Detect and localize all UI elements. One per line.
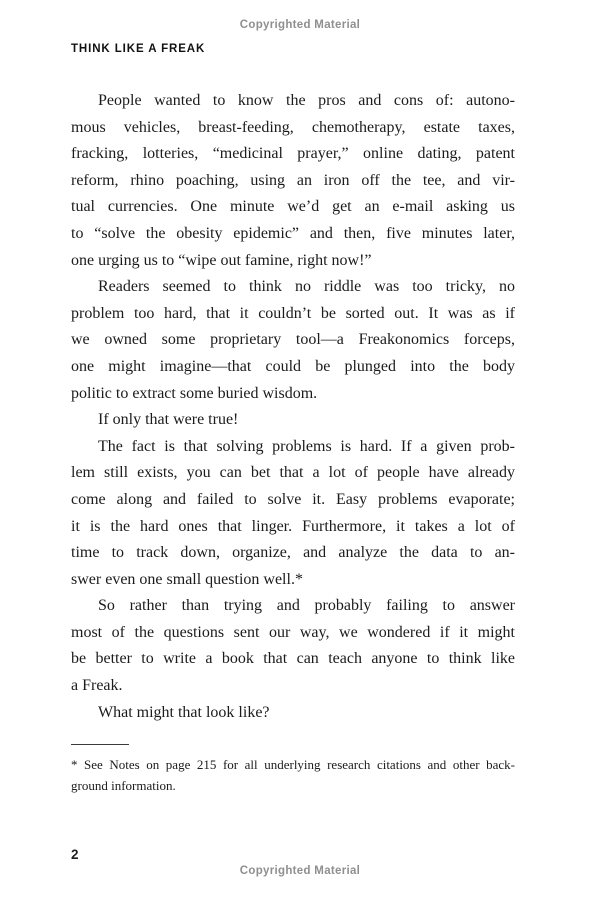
body-line: fracking, lotteries, “medicinal prayer,” online dating, patent xyxy=(71,145,515,163)
footnote xyxy=(71,744,515,797)
body-line: tual currencies. One minute we’d get an e-mail asking us xyxy=(71,198,515,216)
body-line: Readers seemed to think no riddle was too tricky, no xyxy=(98,278,515,296)
body-line: swer even one small question well.* xyxy=(71,570,303,588)
footnote-line: * See Notes on page 215 for all underlying research citations and other back- xyxy=(71,757,515,772)
body-line: politic to extract some buried wisdom. xyxy=(71,384,318,402)
footnote-rule xyxy=(71,744,129,745)
footnote-text xyxy=(71,754,515,797)
running-header: THINK LIKE A FREAK xyxy=(71,43,206,55)
body-line: to “solve the obesity epidemic” and then, five minutes later, xyxy=(71,224,515,242)
body-line: The fact is that solving problems is hard. If a given prob- xyxy=(98,437,515,455)
body-line: mous vehicles, breast-feeding, chemotherapy, estate taxes, xyxy=(71,118,515,136)
copyright-notice-top: Copyrighted Material xyxy=(239,19,361,31)
body-line: it is the hard ones that linger. Furthermore, it takes a lot of xyxy=(71,517,515,535)
body-line: lem still exists, you can bet that a lot of people have already xyxy=(71,464,515,482)
body-line: we owned some proprietary tool—a Freakonomics forceps, xyxy=(71,331,515,349)
body-line: time to track down, organize, and analyze the data to an- xyxy=(71,544,515,562)
body-text xyxy=(71,88,515,726)
body-line: People wanted to know the pros and cons of: autono- xyxy=(98,92,515,109)
body-line: reform, rhino poaching, using an iron off the tee, and vir- xyxy=(71,171,515,189)
body-line: So rather than trying and probably failing to answer xyxy=(98,597,515,615)
page-number: 2 xyxy=(71,847,79,862)
footnote-line: ground information. xyxy=(71,778,176,794)
body-line: What might that look like? xyxy=(98,703,270,721)
body-line: be better to write a book that can teach anyone to think like xyxy=(71,650,515,668)
body-line: one might imagine—that could be plunged into the body xyxy=(71,357,515,375)
body-line: one urging us to “wipe out famine, right now!” xyxy=(71,251,372,269)
body-line: come along and failed to solve it. Easy problems evaporate; xyxy=(71,490,515,508)
body-line: problem too hard, that it couldn’t be sorted out. It was as if xyxy=(71,304,515,322)
body-line: a Freak. xyxy=(71,677,123,695)
body-line: most of the questions sent our way, we wondered if it might xyxy=(71,623,515,641)
copyright-notice-bottom: Copyrighted Material xyxy=(239,865,361,877)
body-line: If only that were true! xyxy=(98,411,239,429)
